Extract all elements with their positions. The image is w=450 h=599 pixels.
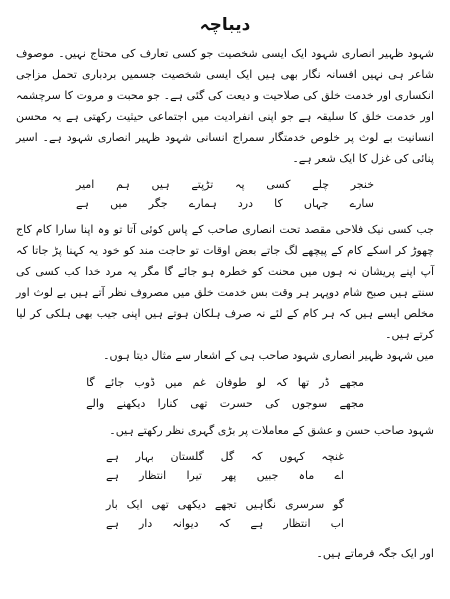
page-title: دیباچہ <box>199 15 251 35</box>
love-couplet-2 <box>106 495 344 533</box>
closing-line: اور ایک جگہ فرماتے ہیں۔ <box>316 547 434 560</box>
verse-line: اے ماہ جبیں پھر تیرا انتظار ہے <box>106 469 344 482</box>
love-couplet-1 <box>106 447 344 485</box>
verse-line: گو سرسری نگاہیں تجھے دیکھی تھی ایک بار <box>106 498 344 511</box>
middle-paragraph: جب کسی نیک فلاحی مقصد تحت انصاری صاحب کے پاس کوئی آتا تو وہ اپنا سارا کام کاج چھوڑ کر اسکے کام کے پیچھے لگ جاتے بعض اوقات تو حاجت مند کو خود یہ کہنا پڑ جاتا کہ آپ اپنے پریشان نہ ہوں میں محنت کو خطرہ ہو جائے گا مگر یہ مرد خدا کب کسی کی سنتے ہیں صبح شام دوپہر ہر وقت بس خدمت خلق میں مصروف نظر آتے ہیں بے لوث اور مخلص ایسے ہیں کہ ہر کام کے لئے نہ صرف ہلکان ہوتے ہیں اپنی جیب بھی ہلکی کر لیا کرتے ہیں۔ <box>16 223 434 341</box>
asir-couplet <box>76 175 374 213</box>
verse-line: اب انتظار ہے کہ دیوانہ دار ہے <box>106 517 344 530</box>
shahood-couplet-1 <box>86 372 364 414</box>
example-intro: میں شہود ظہیر انصاری شہود صاحب ہی کے اشعار سے مثال دیتا ہوں۔ <box>103 349 434 362</box>
verse-line: خنجر چلے کسی پہ تڑپتے ہیں ہم امیر <box>76 178 374 191</box>
verse-line: سارے جہاں کا درد ہمارے جگر میں ہے <box>76 197 374 210</box>
love-intro: شہود صاحب حسن و عشق کے معاملات پر بڑی گہری نظر رکھتے ہیں۔ <box>109 424 434 437</box>
intro-paragraph: شہود ظہیر انصاری شہود ایک ایسی شخصیت جو کسی تعارف کی محتاج نہیں۔ موصوف شاعر ہی نہیں افسانہ نگار بھی ہیں ایک ایسی شخصیت جسمیں بردباری تحمل مزاجی انکساری اور خدمت خلق کی صلاحیت و دیعت کی گئی ہے۔ جو محبت و مروت کا سرچشمہ اور خدمت خلق کا سلیقہ ہے جو اپنی انفرادیت میں اجتماعی حیثیت رکھتی ہے یہ محسن انسانیت بے لوث پر خلوص خدمتگار سمراج انسانی شہود ظہیر انصاری شہود ہے۔ اسیر پنائی کی غزل کا ایک شعر ہے۔ <box>16 47 434 165</box>
verse-line: مجھے ڈر تھا کہ لو طوفان غم میں ڈوب جائے گا <box>86 376 364 389</box>
verse-line: غنچہ کہوں کہ گل گلستان بہار ہے <box>106 450 344 463</box>
verse-line: مجھے سوجوں کی حسرت تھی کنارا دیکھنے والے <box>86 397 364 410</box>
